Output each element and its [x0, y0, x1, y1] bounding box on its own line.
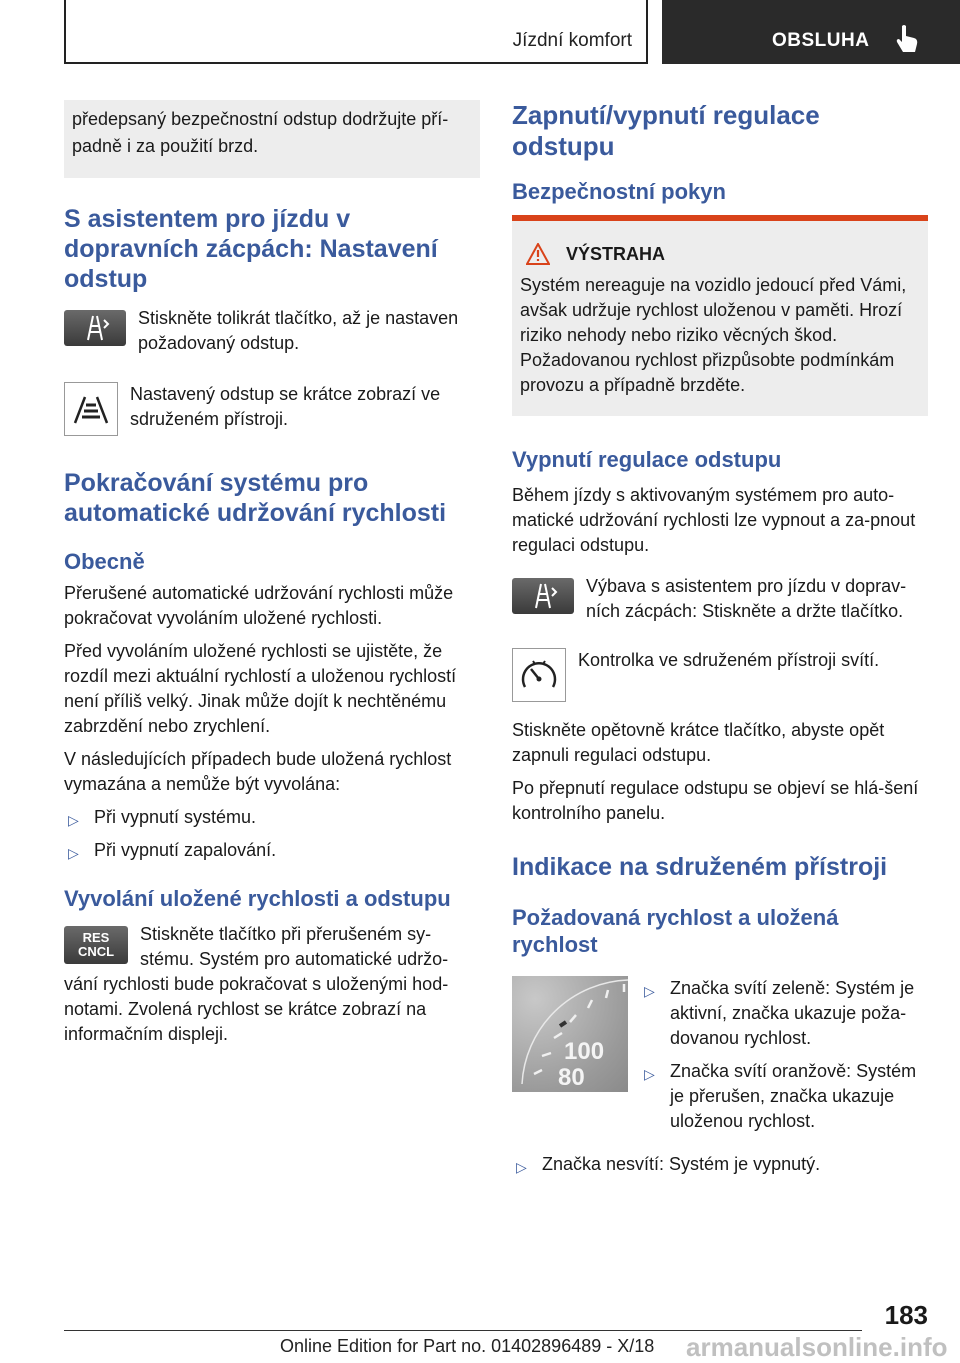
warning-text: Systém nereaguje na vozidlo jedoucí před Vámi, avšak udržuje rychlost uloženou v paměti. Hrozí riziko nehody nebo riziko věcných škod. Požadovanou rychlost přizpůsobte podmínkám provozu a případně brzděte. [520, 275, 907, 395]
chapter-tab [662, 0, 960, 64]
list-item: ▷ Při vypnutí systému. [64, 805, 480, 830]
heading-onoff: Zapnutí/vypnutí regulace odstupu [512, 100, 820, 161]
traffic-assist-button-icon [512, 578, 574, 614]
heading-continue: Pokračování systému pro automatické udržování rychlosti [64, 469, 447, 527]
list-item: ▷ Značka svítí zeleně: Systém je aktivní, značka ukazuje poža-dovanou rychlost. [644, 978, 915, 1048]
gauge-label-80: 80 [558, 1064, 585, 1091]
paragraph-1: Přerušené automatické udržování rychlosti může pokračovat vyvoláním uložené rychlosti. [64, 583, 454, 628]
traffic-assist-row [64, 306, 480, 364]
list-item: ▷ Značka svítí oranžově: Systém je přerušen, značka ukazuje uloženou rychlost. [644, 1061, 917, 1131]
intro-box [64, 100, 480, 178]
off-paragraph: Během jízdy s aktivovaným systémem pro auto-matické udržování rychlosti lze vypnout a za-pnout regulaci odstupu. [512, 485, 916, 555]
lamp-text: Kontrolka ve sdruženém přístroji svítí. [578, 650, 880, 670]
bullet-triangle-icon: ▷ [644, 983, 655, 999]
left-bullet-list [64, 805, 480, 863]
footer-watermark: armanualsonline.info [686, 1332, 948, 1362]
recall-text: Stiskněte tlačítko při přerušeném sy-stému. Systém pro automatické udržo-vání rychlosti bude pokračovat s uloženými hod-notami. Zvolená rychlost se krátce zobrazí na informačním displeji. [64, 924, 449, 1044]
warning-header [520, 243, 920, 265]
gauge-section [512, 976, 928, 1177]
recall-row [64, 922, 480, 1047]
heading-recall: Vyvolání uložené rychlosti a odstupu [64, 886, 451, 911]
bullet-triangle-icon: ▷ [516, 1159, 527, 1175]
traffic-assist-button-icon [64, 310, 126, 346]
gauge-label-100: 100 [564, 1038, 605, 1065]
distance-indicator-icon [64, 382, 118, 436]
warning-box [512, 215, 928, 416]
lamp-row [512, 648, 928, 706]
left-column [64, 100, 480, 1059]
chapter-label: OBSLUHA [772, 30, 870, 51]
right-traffic-text: Výbava s asistentem pro jízdu v doprav-ních zácpách: Stiskněte a držte tlačítko. [586, 576, 907, 621]
intro-text: předepsaný bezpečnostní odstup dodržujte pří-padně i za použití brzd. [72, 109, 449, 156]
bullet-triangle-icon: ▷ [68, 845, 79, 861]
heading-general: Obecně [64, 549, 145, 574]
pointing-hand-icon [894, 24, 920, 54]
page-number: 183 [884, 1300, 928, 1330]
paragraph-switch: Po přepnutí regulace odstupu se objeví se hlá-šení kontrolního panelu. [512, 778, 919, 823]
section-title: Jízdní komfort [512, 30, 632, 51]
heading-traffic-assist: S asistentem pro jízdu v dopravních zácpách: Nastavení odstup [64, 205, 438, 293]
traffic-assist-text: Stiskněte tolikrát tlačítko, až je nastaven požadovaný odstup. [138, 308, 459, 353]
paragraph-3: V následujících případech bude uložená rychlost vymazána a nemůže být vyvolána: [64, 749, 452, 794]
paragraph-2: Před vyvoláním uložené rychlosti se ujistěte, že rozdíl mezi aktuální rychlostí a uloženou rychlostí není příliš velký. Jinak může dojít k nechtěnému zabrzdění nebo zrychlení. [64, 641, 457, 736]
heading-safety: Bezpečnostní pokyn [512, 179, 726, 204]
speedometer-icon [512, 648, 566, 702]
list-item: ▷ Při vypnutí zapalování. [64, 838, 480, 863]
list-item: ▷ Značka nesvítí: Systém je vypnutý. [512, 1152, 928, 1177]
heading-off: Vypnutí regulace odstupu [512, 447, 782, 472]
warning-title: VÝSTRAHA [566, 243, 666, 264]
header-frame [64, 0, 648, 64]
footer-divider [64, 1330, 862, 1331]
right-traffic-row [512, 574, 928, 632]
warning-triangle-icon [526, 243, 550, 265]
speedometer-gauge-image [512, 976, 628, 1092]
heading-speed: Požadovaná rychlost a uložená rychlost [512, 905, 839, 957]
distance-row [64, 382, 480, 440]
right-column [512, 100, 928, 1187]
gauge-bullet-list [640, 976, 928, 1142]
footer-edition: Online Edition for Part no. 01402896489 - X/18 [280, 1336, 655, 1356]
paragraph-again: Stiskněte opětovně krátce tlačítko, abyste opět zapnuli regulaci odstupu. [512, 720, 885, 765]
heading-display: Indikace na sdruženém přístroji [512, 853, 888, 881]
res-cncl-button-icon: RES CNCL [64, 926, 128, 964]
final-bullet-list [512, 1152, 928, 1177]
bullet-triangle-icon: ▷ [644, 1066, 655, 1082]
distance-text: Nastavený odstup se krátce zobrazí ve sdruženém přístroji. [130, 384, 441, 429]
bullet-triangle-icon: ▷ [68, 812, 79, 828]
